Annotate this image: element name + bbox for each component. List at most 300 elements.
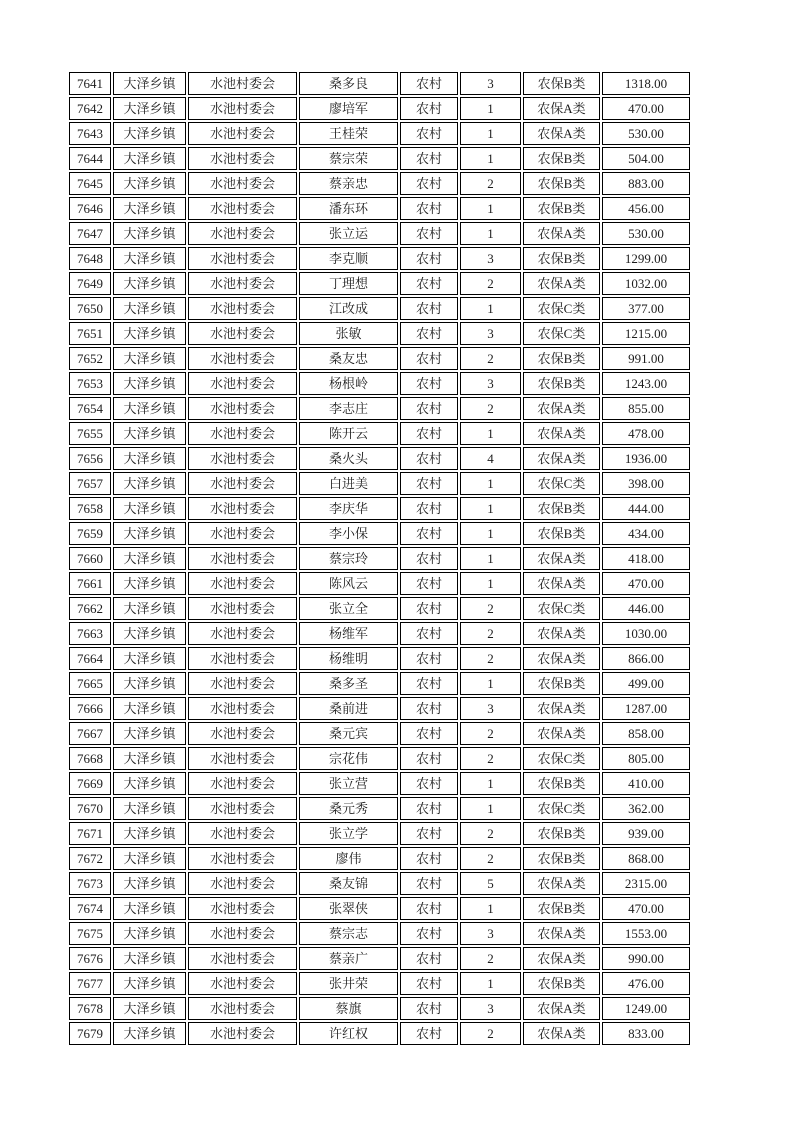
village-committee-cell: 水池村委会 (188, 647, 297, 670)
person-name-cell: 桑火头 (299, 447, 398, 470)
person-name-cell: 蔡亲忠 (299, 172, 398, 195)
person-name-cell: 张立全 (299, 597, 398, 620)
village-committee-cell: 水池村委会 (188, 372, 297, 395)
village-committee-cell: 水池村委会 (188, 297, 297, 320)
person-name-cell: 李庆华 (299, 497, 398, 520)
town-cell: 大泽乡镇 (113, 372, 186, 395)
amount-cell: 470.00 (602, 572, 690, 595)
table-row (69, 497, 690, 520)
town-cell: 大泽乡镇 (113, 197, 186, 220)
person-name-cell: 桑友忠 (299, 347, 398, 370)
document-sheet (67, 70, 692, 1047)
amount-cell: 1249.00 (602, 997, 690, 1020)
insurance-category-cell: 农保B类 (523, 847, 600, 870)
town-cell: 大泽乡镇 (113, 847, 186, 870)
insurance-category-cell: 农保A类 (523, 1022, 600, 1045)
person-name-cell: 桑元秀 (299, 797, 398, 820)
village-committee-cell: 水池村委会 (188, 322, 297, 345)
household-type-cell: 农村 (400, 447, 458, 470)
person-count-cell: 2 (460, 722, 521, 745)
village-committee-cell: 水池村委会 (188, 247, 297, 270)
insurance-category-cell: 农保A类 (523, 222, 600, 245)
table-row (69, 72, 690, 95)
amount-cell: 866.00 (602, 647, 690, 670)
table-row (69, 97, 690, 120)
insurance-category-cell: 农保C类 (523, 472, 600, 495)
table-row (69, 1022, 690, 1045)
amount-cell: 470.00 (602, 97, 690, 120)
person-count-cell: 3 (460, 372, 521, 395)
household-type-cell: 农村 (400, 672, 458, 695)
household-type-cell: 农村 (400, 572, 458, 595)
household-type-cell: 农村 (400, 347, 458, 370)
amount-cell: 410.00 (602, 772, 690, 795)
town-cell: 大泽乡镇 (113, 97, 186, 120)
insurance-category-cell: 农保A类 (523, 697, 600, 720)
person-count-cell: 1 (460, 797, 521, 820)
person-name-cell: 潘东环 (299, 197, 398, 220)
table-row (69, 297, 690, 320)
household-type-cell: 农村 (400, 272, 458, 295)
village-committee-cell: 水池村委会 (188, 97, 297, 120)
village-committee-cell: 水池村委会 (188, 422, 297, 445)
record-id-cell: 7671 (69, 822, 111, 845)
person-name-cell: 李克顺 (299, 247, 398, 270)
amount-cell: 2315.00 (602, 872, 690, 895)
record-id-cell: 7649 (69, 272, 111, 295)
town-cell: 大泽乡镇 (113, 447, 186, 470)
amount-cell: 1032.00 (602, 272, 690, 295)
town-cell: 大泽乡镇 (113, 722, 186, 745)
person-name-cell: 蔡旗 (299, 997, 398, 1020)
table-row (69, 172, 690, 195)
person-count-cell: 1 (460, 547, 521, 570)
insurance-category-cell: 农保B类 (523, 197, 600, 220)
town-cell: 大泽乡镇 (113, 397, 186, 420)
amount-cell: 1215.00 (602, 322, 690, 345)
insurance-category-cell: 农保C类 (523, 797, 600, 820)
person-name-cell: 桑前进 (299, 697, 398, 720)
record-id-cell: 7648 (69, 247, 111, 270)
person-name-cell: 桑多良 (299, 72, 398, 95)
table-row (69, 547, 690, 570)
household-type-cell: 农村 (400, 472, 458, 495)
amount-cell: 398.00 (602, 472, 690, 495)
person-count-cell: 1 (460, 472, 521, 495)
person-count-cell: 3 (460, 997, 521, 1020)
record-id-cell: 7651 (69, 322, 111, 345)
insurance-category-cell: 农保B类 (523, 897, 600, 920)
town-cell: 大泽乡镇 (113, 622, 186, 645)
table-row (69, 397, 690, 420)
village-committee-cell: 水池村委会 (188, 947, 297, 970)
town-cell: 大泽乡镇 (113, 647, 186, 670)
village-committee-cell: 水池村委会 (188, 822, 297, 845)
village-committee-cell: 水池村委会 (188, 872, 297, 895)
amount-cell: 833.00 (602, 1022, 690, 1045)
household-type-cell: 农村 (400, 372, 458, 395)
town-cell: 大泽乡镇 (113, 147, 186, 170)
table-row (69, 222, 690, 245)
person-count-cell: 1 (460, 297, 521, 320)
town-cell: 大泽乡镇 (113, 772, 186, 795)
household-type-cell: 农村 (400, 597, 458, 620)
record-id-cell: 7675 (69, 922, 111, 945)
person-count-cell: 1 (460, 672, 521, 695)
household-type-cell: 农村 (400, 947, 458, 970)
village-committee-cell: 水池村委会 (188, 522, 297, 545)
village-committee-cell: 水池村委会 (188, 572, 297, 595)
amount-cell: 530.00 (602, 222, 690, 245)
table-row (69, 697, 690, 720)
person-name-cell: 蔡宗志 (299, 922, 398, 945)
insurance-category-cell: 农保B类 (523, 772, 600, 795)
insurance-category-cell: 农保B类 (523, 247, 600, 270)
record-id-cell: 7656 (69, 447, 111, 470)
person-count-cell: 3 (460, 922, 521, 945)
insurance-category-cell: 农保A类 (523, 547, 600, 570)
town-cell: 大泽乡镇 (113, 497, 186, 520)
record-id-cell: 7678 (69, 997, 111, 1020)
town-cell: 大泽乡镇 (113, 547, 186, 570)
table-row (69, 997, 690, 1020)
person-count-cell: 2 (460, 847, 521, 870)
household-type-cell: 农村 (400, 747, 458, 770)
record-id-cell: 7659 (69, 522, 111, 545)
record-id-cell: 7669 (69, 772, 111, 795)
amount-cell: 855.00 (602, 397, 690, 420)
insurance-category-cell: 农保C类 (523, 322, 600, 345)
amount-cell: 990.00 (602, 947, 690, 970)
person-name-cell: 陈风云 (299, 572, 398, 595)
amount-cell: 530.00 (602, 122, 690, 145)
table-body (69, 72, 690, 1045)
table-row (69, 747, 690, 770)
insurance-category-cell: 农保A类 (523, 922, 600, 945)
amount-cell: 1030.00 (602, 622, 690, 645)
household-type-cell: 农村 (400, 872, 458, 895)
insurance-category-cell: 农保A类 (523, 447, 600, 470)
table-row (69, 597, 690, 620)
household-type-cell: 农村 (400, 547, 458, 570)
person-name-cell: 张敏 (299, 322, 398, 345)
town-cell: 大泽乡镇 (113, 672, 186, 695)
household-type-cell: 农村 (400, 172, 458, 195)
person-name-cell: 张立运 (299, 222, 398, 245)
insurance-category-cell: 农保A类 (523, 422, 600, 445)
person-count-cell: 1 (460, 97, 521, 120)
village-committee-cell: 水池村委会 (188, 747, 297, 770)
person-name-cell: 陈开云 (299, 422, 398, 445)
village-committee-cell: 水池村委会 (188, 672, 297, 695)
table-row (69, 422, 690, 445)
household-type-cell: 农村 (400, 922, 458, 945)
record-id-cell: 7661 (69, 572, 111, 595)
household-type-cell: 农村 (400, 72, 458, 95)
amount-cell: 1553.00 (602, 922, 690, 945)
person-count-cell: 1 (460, 422, 521, 445)
person-count-cell: 5 (460, 872, 521, 895)
person-count-cell: 2 (460, 1022, 521, 1045)
town-cell: 大泽乡镇 (113, 947, 186, 970)
insurance-category-cell: 农保B类 (523, 147, 600, 170)
town-cell: 大泽乡镇 (113, 272, 186, 295)
amount-cell: 805.00 (602, 747, 690, 770)
record-id-cell: 7666 (69, 697, 111, 720)
person-count-cell: 2 (460, 397, 521, 420)
household-type-cell: 农村 (400, 972, 458, 995)
amount-cell: 434.00 (602, 522, 690, 545)
person-count-cell: 1 (460, 197, 521, 220)
record-id-cell: 7672 (69, 847, 111, 870)
village-committee-cell: 水池村委会 (188, 722, 297, 745)
table-row (69, 672, 690, 695)
village-committee-cell: 水池村委会 (188, 622, 297, 645)
person-count-cell: 1 (460, 122, 521, 145)
person-count-cell: 1 (460, 147, 521, 170)
village-committee-cell: 水池村委会 (188, 897, 297, 920)
record-id-cell: 7646 (69, 197, 111, 220)
amount-cell: 858.00 (602, 722, 690, 745)
town-cell: 大泽乡镇 (113, 897, 186, 920)
table-row (69, 247, 690, 270)
insurance-category-cell: 农保A类 (523, 647, 600, 670)
person-count-cell: 2 (460, 947, 521, 970)
village-committee-cell: 水池村委会 (188, 997, 297, 1020)
household-type-cell: 农村 (400, 422, 458, 445)
amount-cell: 1299.00 (602, 247, 690, 270)
town-cell: 大泽乡镇 (113, 797, 186, 820)
insurance-category-cell: 农保B类 (523, 672, 600, 695)
person-count-cell: 3 (460, 72, 521, 95)
record-id-cell: 7655 (69, 422, 111, 445)
village-committee-cell: 水池村委会 (188, 122, 297, 145)
person-name-cell: 张立学 (299, 822, 398, 845)
person-name-cell: 张翠侠 (299, 897, 398, 920)
amount-cell: 1318.00 (602, 72, 690, 95)
amount-cell: 991.00 (602, 347, 690, 370)
insurance-category-cell: 农保A类 (523, 397, 600, 420)
town-cell: 大泽乡镇 (113, 222, 186, 245)
household-type-cell: 农村 (400, 897, 458, 920)
record-id-cell: 7643 (69, 122, 111, 145)
person-name-cell: 蔡亲广 (299, 947, 398, 970)
person-name-cell: 桑元宾 (299, 722, 398, 745)
insurance-category-cell: 农保A类 (523, 97, 600, 120)
household-type-cell: 农村 (400, 722, 458, 745)
household-type-cell: 农村 (400, 322, 458, 345)
household-type-cell: 农村 (400, 522, 458, 545)
person-count-cell: 1 (460, 222, 521, 245)
person-name-cell: 杨维明 (299, 647, 398, 670)
amount-cell: 470.00 (602, 897, 690, 920)
record-id-cell: 7667 (69, 722, 111, 745)
insurance-category-cell: 农保B类 (523, 822, 600, 845)
person-count-cell: 1 (460, 772, 521, 795)
amount-cell: 883.00 (602, 172, 690, 195)
person-name-cell: 廖培军 (299, 97, 398, 120)
record-id-cell: 7664 (69, 647, 111, 670)
amount-cell: 1287.00 (602, 697, 690, 720)
record-id-cell: 7642 (69, 97, 111, 120)
village-committee-cell: 水池村委会 (188, 447, 297, 470)
insurance-category-cell: 农保A类 (523, 572, 600, 595)
village-committee-cell: 水池村委会 (188, 972, 297, 995)
town-cell: 大泽乡镇 (113, 297, 186, 320)
town-cell: 大泽乡镇 (113, 972, 186, 995)
person-name-cell: 廖伟 (299, 847, 398, 870)
household-type-cell: 农村 (400, 697, 458, 720)
table-row (69, 372, 690, 395)
table-row (69, 572, 690, 595)
record-id-cell: 7668 (69, 747, 111, 770)
town-cell: 大泽乡镇 (113, 822, 186, 845)
amount-cell: 444.00 (602, 497, 690, 520)
household-type-cell: 农村 (400, 622, 458, 645)
person-name-cell: 蔡宗荣 (299, 147, 398, 170)
amount-cell: 939.00 (602, 822, 690, 845)
household-type-cell: 农村 (400, 97, 458, 120)
record-id-cell: 7657 (69, 472, 111, 495)
village-committee-cell: 水池村委会 (188, 697, 297, 720)
amount-cell: 499.00 (602, 672, 690, 695)
town-cell: 大泽乡镇 (113, 122, 186, 145)
town-cell: 大泽乡镇 (113, 347, 186, 370)
person-name-cell: 王桂荣 (299, 122, 398, 145)
amount-cell: 446.00 (602, 597, 690, 620)
table-row (69, 922, 690, 945)
table-row (69, 647, 690, 670)
insurance-category-cell: 农保B类 (523, 172, 600, 195)
person-count-cell: 2 (460, 272, 521, 295)
insurance-category-cell: 农保B类 (523, 497, 600, 520)
benefits-table (67, 70, 692, 1047)
village-committee-cell: 水池村委会 (188, 922, 297, 945)
amount-cell: 1936.00 (602, 447, 690, 470)
amount-cell: 1243.00 (602, 372, 690, 395)
town-cell: 大泽乡镇 (113, 322, 186, 345)
record-id-cell: 7679 (69, 1022, 111, 1045)
insurance-category-cell: 农保B类 (523, 347, 600, 370)
record-id-cell: 7653 (69, 372, 111, 395)
record-id-cell: 7647 (69, 222, 111, 245)
table-row (69, 797, 690, 820)
table-row (69, 522, 690, 545)
person-name-cell: 白进美 (299, 472, 398, 495)
insurance-category-cell: 农保A类 (523, 997, 600, 1020)
town-cell: 大泽乡镇 (113, 597, 186, 620)
insurance-category-cell: 农保A类 (523, 872, 600, 895)
insurance-category-cell: 农保C类 (523, 747, 600, 770)
record-id-cell: 7665 (69, 672, 111, 695)
village-committee-cell: 水池村委会 (188, 347, 297, 370)
table-row (69, 147, 690, 170)
household-type-cell: 农村 (400, 397, 458, 420)
amount-cell: 456.00 (602, 197, 690, 220)
insurance-category-cell: 农保A类 (523, 622, 600, 645)
household-type-cell: 农村 (400, 822, 458, 845)
table-row (69, 822, 690, 845)
record-id-cell: 7676 (69, 947, 111, 970)
record-id-cell: 7677 (69, 972, 111, 995)
village-committee-cell: 水池村委会 (188, 797, 297, 820)
table-row (69, 622, 690, 645)
village-committee-cell: 水池村委会 (188, 1022, 297, 1045)
insurance-category-cell: 农保B类 (523, 522, 600, 545)
table-row (69, 122, 690, 145)
village-committee-cell: 水池村委会 (188, 497, 297, 520)
person-count-cell: 3 (460, 247, 521, 270)
person-count-cell: 2 (460, 597, 521, 620)
village-committee-cell: 水池村委会 (188, 547, 297, 570)
person-count-cell: 2 (460, 822, 521, 845)
record-id-cell: 7663 (69, 622, 111, 645)
household-type-cell: 农村 (400, 1022, 458, 1045)
town-cell: 大泽乡镇 (113, 697, 186, 720)
table-row (69, 347, 690, 370)
table-row (69, 947, 690, 970)
village-committee-cell: 水池村委会 (188, 272, 297, 295)
village-committee-cell: 水池村委会 (188, 847, 297, 870)
town-cell: 大泽乡镇 (113, 422, 186, 445)
town-cell: 大泽乡镇 (113, 997, 186, 1020)
insurance-category-cell: 农保B类 (523, 72, 600, 95)
household-type-cell: 农村 (400, 847, 458, 870)
table-row (69, 847, 690, 870)
person-count-cell: 1 (460, 522, 521, 545)
table-row (69, 472, 690, 495)
person-count-cell: 2 (460, 747, 521, 770)
town-cell: 大泽乡镇 (113, 522, 186, 545)
record-id-cell: 7662 (69, 597, 111, 620)
person-name-cell: 桑友锦 (299, 872, 398, 895)
table-row (69, 972, 690, 995)
person-name-cell: 杨根岭 (299, 372, 398, 395)
village-committee-cell: 水池村委会 (188, 197, 297, 220)
record-id-cell: 7674 (69, 897, 111, 920)
person-name-cell: 丁理想 (299, 272, 398, 295)
insurance-category-cell: 农保A类 (523, 722, 600, 745)
insurance-category-cell: 农保A类 (523, 272, 600, 295)
table-row (69, 197, 690, 220)
amount-cell: 377.00 (602, 297, 690, 320)
record-id-cell: 7652 (69, 347, 111, 370)
person-count-cell: 1 (460, 572, 521, 595)
insurance-category-cell: 农保B类 (523, 372, 600, 395)
person-name-cell: 李志庄 (299, 397, 398, 420)
record-id-cell: 7673 (69, 872, 111, 895)
person-name-cell: 李小保 (299, 522, 398, 545)
village-committee-cell: 水池村委会 (188, 72, 297, 95)
town-cell: 大泽乡镇 (113, 872, 186, 895)
person-count-cell: 2 (460, 647, 521, 670)
household-type-cell: 农村 (400, 772, 458, 795)
town-cell: 大泽乡镇 (113, 472, 186, 495)
person-count-cell: 2 (460, 172, 521, 195)
person-name-cell: 张井荣 (299, 972, 398, 995)
person-name-cell: 张立营 (299, 772, 398, 795)
record-id-cell: 7641 (69, 72, 111, 95)
household-type-cell: 农村 (400, 997, 458, 1020)
insurance-category-cell: 农保C类 (523, 597, 600, 620)
person-count-cell: 1 (460, 972, 521, 995)
household-type-cell: 农村 (400, 797, 458, 820)
person-count-cell: 3 (460, 322, 521, 345)
person-name-cell: 杨维军 (299, 622, 398, 645)
household-type-cell: 农村 (400, 222, 458, 245)
record-id-cell: 7650 (69, 297, 111, 320)
household-type-cell: 农村 (400, 247, 458, 270)
